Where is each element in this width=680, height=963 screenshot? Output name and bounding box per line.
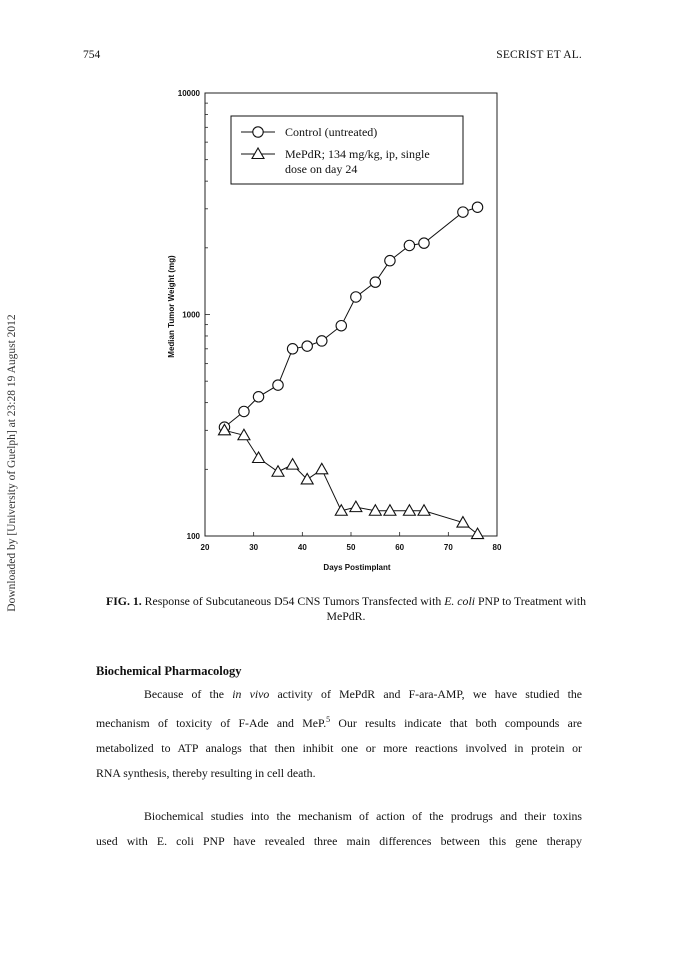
circle-marker [385, 255, 395, 265]
circle-marker [336, 321, 346, 331]
circle-marker [419, 238, 429, 248]
triangle-marker [472, 528, 484, 539]
paragraph-1 [96, 682, 582, 786]
legend [231, 116, 463, 184]
paragraph-1-line [96, 682, 582, 707]
text-italic: in vivo [232, 687, 270, 701]
y-axis-title: Median Tumor Weight (mg) [167, 255, 176, 358]
circle-marker [287, 344, 297, 354]
circle-marker [239, 406, 249, 416]
text-run: activity of MePdR and F-ara-AMP, we have studied the [269, 687, 582, 701]
circle-marker [253, 392, 263, 402]
circle-marker [317, 336, 327, 346]
text-run: Biochemical studies into the mechanism of action of the prodrugs and their toxins [144, 809, 582, 823]
x-tick-label: 40 [297, 543, 307, 552]
figure-caption [96, 594, 596, 624]
circle-marker [472, 202, 482, 212]
legend-label: Control (untreated) [285, 125, 378, 139]
text-run: Our results indicate that both compounds are [330, 715, 582, 730]
triangle-marker [316, 463, 328, 474]
triangle-marker [253, 452, 265, 463]
figure-caption-label: FIG. 1. [105, 594, 142, 608]
section-heading: Biochemical Pharmacology [96, 664, 242, 678]
download-watermark [2, 293, 22, 633]
triangle-marker [418, 505, 430, 516]
paragraph-2-line [96, 804, 582, 829]
series-triangle [218, 424, 483, 538]
x-tick-label: 60 [395, 543, 405, 552]
circle-marker [458, 207, 468, 217]
circle-marker [302, 341, 312, 351]
triangle-marker [350, 501, 362, 512]
figure-caption-italic: E. coli [444, 594, 475, 608]
circle-marker [273, 380, 283, 390]
series-line [224, 430, 477, 534]
paragraph-1-line [96, 707, 582, 736]
footnote-ref: 5 [326, 715, 331, 724]
text-run: mechanism of toxicity of F-Ade and MeP. [96, 715, 327, 730]
paragraph-1-line: RNA synthesis, thereby resulting in cell death. [96, 765, 316, 780]
x-tick-label: 30 [249, 543, 259, 552]
circle-marker [370, 277, 380, 287]
running-header: SECRIST ET AL. [496, 49, 582, 61]
paragraph-2 [96, 804, 582, 854]
x-tick-label: 50 [346, 543, 356, 552]
tumor-weight-chart [140, 80, 520, 580]
circle-marker [404, 240, 414, 250]
y-tick-label: 10000 [177, 89, 200, 98]
y-tick-label: 1000 [182, 310, 200, 320]
paragraph-1-line: metabolized to ATP analogs that then inhibit one or more reactions involved in protein or [96, 740, 582, 755]
x-tick-label: 80 [492, 543, 502, 552]
figure-1 [140, 80, 520, 580]
series-circle [219, 202, 482, 432]
triangle-marker [403, 505, 415, 516]
triangle-marker [272, 466, 284, 477]
circle-marker [351, 292, 361, 302]
legend-label-continued: dose on day 24 [285, 162, 358, 176]
paragraph-2-line: used with E. coli PNP have revealed three main differences between this gene therapy [96, 834, 582, 848]
legend-label: MePdR; 134 mg/kg, ip, single [285, 147, 430, 161]
figure-caption-text: Response of Subcutaneous D54 CNS Tumors Transfected with [144, 594, 445, 608]
triangle-marker [287, 459, 299, 470]
download-watermark-text: Downloaded by [University of Guelph] at 23:28 19 August 2012 [6, 314, 18, 612]
x-tick-label: 20 [200, 543, 210, 552]
x-axis-title: Days Postimplant [323, 563, 391, 572]
x-tick-label: 70 [443, 543, 453, 552]
y-tick-label: 100 [186, 532, 200, 541]
triangle-marker [384, 505, 396, 516]
page-number: 754 [83, 49, 101, 61]
circle-marker [253, 127, 263, 137]
figure-caption-text-end: PNP to Treatment with MePdR. [326, 594, 586, 623]
text-run: Because of the [144, 687, 233, 701]
